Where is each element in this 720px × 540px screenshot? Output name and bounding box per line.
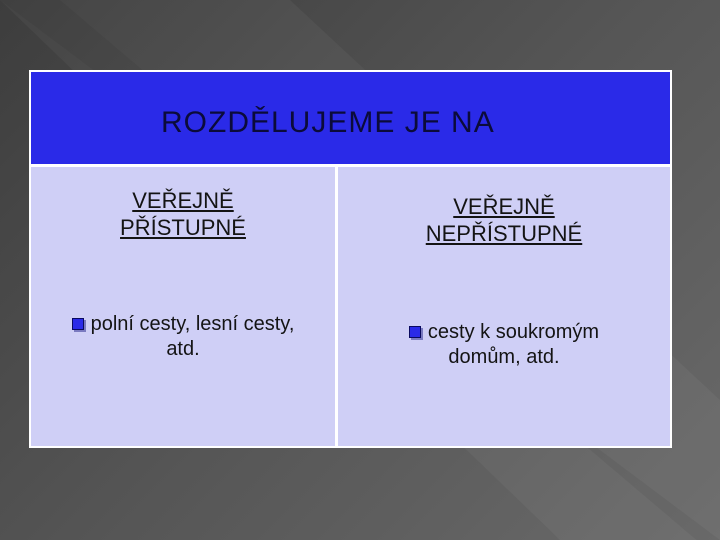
list-item-text: polní cesty, lesní cesty, [90,313,295,335]
column-heading-line: NEPŘÍSTUPNÉ [425,221,583,246]
list-item-line [31,312,335,337]
list-item-text: domům, atd. [448,346,560,368]
list-item [338,320,670,370]
square-bullet-icon [72,318,84,330]
table-header [31,72,670,164]
column-public [31,167,335,446]
list-item-line [338,320,670,345]
square-bullet-icon [409,326,421,338]
list-item-text: cesty k soukromým [427,321,600,343]
column-private [338,167,670,446]
column-heading-line: VEŘEJNĚ [132,188,234,213]
column-heading-line: VEŘEJNĚ [453,194,555,219]
list-item [31,312,335,362]
column-heading [31,187,335,241]
list-item-text: atd. [166,338,200,360]
classification-table [29,70,672,448]
column-heading-line: PŘÍSTUPNÉ [120,215,246,240]
column-heading [338,193,670,247]
table-title: ROZDĚLUJEME JE NA [161,106,495,139]
